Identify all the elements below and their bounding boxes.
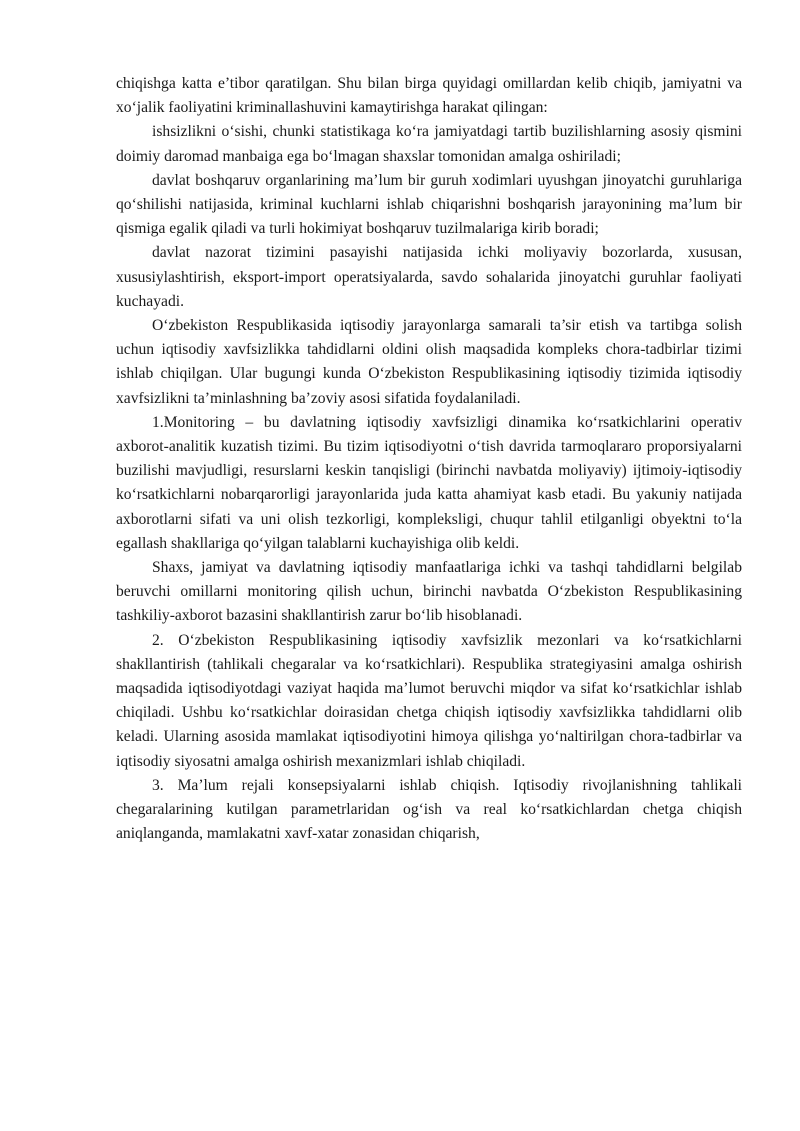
paragraph-concepts: 3. Ma’lum rejali konsepsiyalarni ishlab chiqish. Iqtisodiy rivojlanishning tahlikali chegaralarining kutilgan parametrlaridan og‘ish va real ko‘rsatkichlardan chetga chiqish aniqlanganda, mamlakatni xavf-xatar zonasidan chiqarish, <box>116 776 742 843</box>
paragraph-control-system: davlat nazorat tizimini pasayishi natijasida ichki moliyaviy bozorlarda, xususan, xususiylashtirish, eksport-import operatsiyalarda, savdo sohalarida jinoyatchi guruhlar faoliyati kuchayadi. <box>116 244 742 310</box>
paragraph-criteria: 2. O‘zbekiston Respublikasining iqtisodiy xavfsizlik mezonlari va ko‘rsatkichlarni shakllantirish (tahlikali chegaralar va ko‘rsatkichlari). Respublika strategiyasini amalga oshirish maqsadida iqtisodiyotdagi vaziyat haqida ma’lumot beruvchi miqdor va sifat ko‘rsatkichlar ishlab chiqiladi. Ushbu ko‘rsatkichlar doirasidan chetga chiqish iqtisodiy xavfsizlikka tahdidlarni olib keladi. Ularning asosida mamlakat iqtisodiyotini himoya qilishga yo‘naltirilgan chora-tadbirlar va iqtisodiy siyosatni amalga oshirish mexanizmlari ishlab chiqiladi. <box>116 631 742 770</box>
paragraph-unemployment: ishsizlikni o‘sishi, chunki statistikaga ko‘ra jamiyatdagi tartib buzilishlarning asosiy qismini doimiy daromad manbaiga ega bo‘lmagan shaxslar tomonidan amalga oshiriladi; <box>116 123 742 165</box>
paragraph-uzbekistan-measures: O‘zbekiston Respublikasida iqtisodiy jarayonlarga samarali ta’sir etish va tartibga solish uchun iqtisodiy xavfsizlikka tahdidlarni oldini olish maqsadida kompleks chora-tadbirlar tizimi ishlab chiqilgan. Ular bugungi kunda O‘zbekiston Respublikasining iqtisodiy tizimida iqtisodiy xavfsizlikni ta’minlashning ba’zoviy asosi sifatida foydalaniladi. <box>116 317 742 407</box>
paragraph-state-officials: davlat boshqaruv organlarining ma’lum bir guruh xodimlari uyushgan jinoyatchi guruhlariga qo‘shilishi natijasida, kriminal kuchlarni ishlab chiqarishni boshqarish jarayonining ma’lum bir qismiga egalik qiladi va turli hokimiyat boshqaruv tuzilmalariga kirib boradi; <box>116 171 742 238</box>
paragraph-interests: Shaxs, jamiyat va davlatning iqtisodiy manfaatlariga ichki va tashqi tahdidlarni belgilab beruvchi omillarni monitoring qilish uchun, birinchi navbatda O‘zbekiston Respublikasining tashkiliy-axborot bazasini shakllantirish zarur bo‘lib hisoblanadi. <box>116 559 742 625</box>
paragraph-intro: chiqishga katta e’tibor qaratilgan. Shu bilan birga quyidagi omillardan kelib chiqib, jamiyatni va xo‘jalik faoliyatini kriminallashuvini kamaytirishga harakat qilingan: <box>116 75 742 117</box>
paragraph-monitoring: 1.Monitoring – bu davlatning iqtisodiy xavfsizligi dinamika ko‘rsatkichlarini operativ axborot-analitik kuzatish tizimi. Bu tizim iqtisodiyotni o‘tish davrida tarmoqlararo proporsiyalarni buzilishi mavjudligi, resurslarni keskin tanqisligi (birinchi navbatda moliyaviy) ijtimoiy-iqtisodiy ko‘rsatkichlarni nobarqarorligi jarayonlarida juda katta ahamiyat kasb etadi. Bu yakuniy natijada axborotlarni sifati va uni olish tezkorligi, kompleksligi, chuqur tahlil etilganligi obyektni to‘la egallash shakllariga qo‘yilgan talablarni kuchayishiga olib keldi. <box>116 413 742 552</box>
document-page <box>116 72 742 847</box>
